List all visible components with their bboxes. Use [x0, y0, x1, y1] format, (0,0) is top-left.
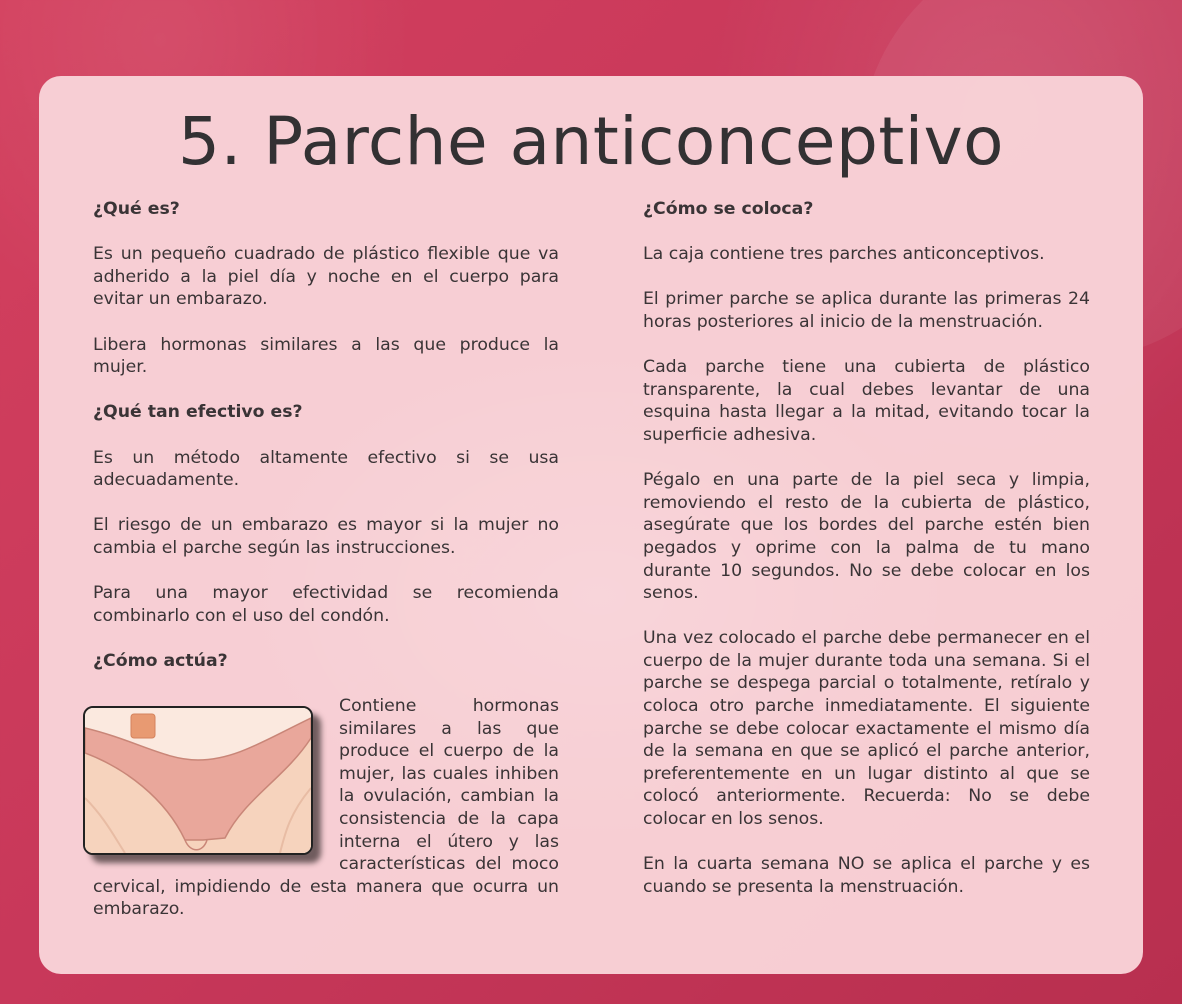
- paragraph-coloca-2: El primer parche se aplica durante las primeras 24 horas posteriores al inicio de la menstruación.: [643, 289, 1090, 332]
- paragraph-coloca-1: La caja contiene tres parches anticonceptivos.: [643, 244, 1045, 265]
- paragraph-efectividad-3: Para una mayor efectividad se recomienda combinarlo con el uso del condón.: [93, 583, 559, 626]
- heading-como-se-coloca: ¿Cómo se coloca?: [643, 199, 814, 219]
- heading-que-es: ¿Qué es?: [93, 199, 180, 219]
- heading-efectividad: ¿Qué tan efectivo es?: [93, 402, 303, 423]
- patch-on-hip-illustration: [83, 706, 313, 855]
- paragraph-efectividad-1: Es un método altamente efectivo si se usa adecuadamente.: [93, 447, 559, 491]
- paragraph-coloca-4: Pégalo en una parte de la piel seca y limpia, removiendo el resto de la cubierta de plástico, asegúrate que los bordes del parche estén bien pegados y oprime con la palma de tu mano durante 10 segundos. No se debe colocar en los senos.: [643, 470, 1090, 604]
- right-column: [643, 198, 1090, 898]
- paragraph-coloca-5: Una vez colocado el parche debe permanecer en el cuerpo de la mujer durante toda una semana. Si el parche se despega parcial o totalmente, retíralo y coloca otro parche inmediatamente. El siguiente parche se debe colocar exactamente el mismo día de la semana en que se aplicó el parche anterior, preferentemente en un lugar distinto al que se colocó anteriormente. Recuerda: No se debe colocar en los senos.: [643, 628, 1090, 830]
- left-column: [93, 198, 559, 921]
- paragraph-como-actua: Contiene hormonas similares a las que produce el cuerpo de la mujer, las cuales inhiben la ovulación, cambian la consistencia de la capa interna el útero y las características del moco cervical, impidiendo de esta manera que ocurra un embarazo.: [93, 696, 559, 920]
- paragraph-que-es-2: Libera hormonas similares a las que produce la mujer.: [93, 334, 559, 378]
- paragraph-que-es-1: Es un pequeño cuadrado de plástico flexible que va adherido a la piel día y noche en el cuerpo para evitar un embarazo.: [93, 244, 559, 310]
- paragraph-efectividad-2: El riesgo de un embarazo es mayor si la mujer no cambia el parche según las instrucciones.: [93, 515, 559, 558]
- paragraph-coloca-6: En la cuarta semana NO se aplica el parche y es cuando se presenta la menstruación.: [643, 854, 1090, 897]
- page-title: 5. Parche anticonceptivo: [177, 103, 1005, 180]
- heading-como-actua: ¿Cómo actúa?: [93, 650, 228, 671]
- paragraph-coloca-3: Cada parche tiene una cubierta de plástico transparente, la cual debes levantar de una esquina hasta llegar a la mitad, evitando tocar la superficie adhesiva.: [643, 357, 1090, 445]
